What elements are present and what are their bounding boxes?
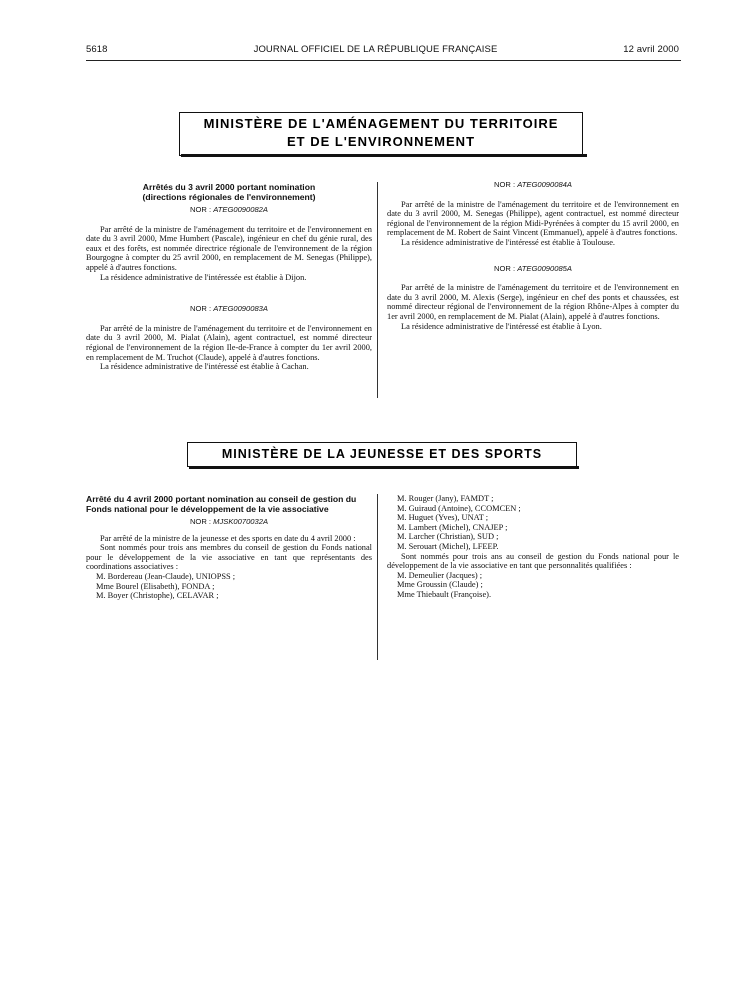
list-item: M. Larcher (Christian), SUD ;: [397, 532, 499, 542]
decree-paragraph: Par arrêté de la ministre de l'aménagement du territoire et de l'environnement en date du 3 avril 2000, M. Alexis (Serge), ingénieur en chef des ponts et chaussées, est nommé directeur régional de l'environnement de la région Rhône-Alpes à compter du 1er avril 2000, en remplacement de M. Pialat (Alain), appelé à d'autres fonctions.: [387, 283, 679, 321]
ministry-heading-environment: [179, 112, 583, 156]
section-title-line1: Arrêtés du 3 avril 2000 portant nomination: [142, 182, 316, 192]
decree-intro: Par arrêté de la ministre de la jeunesse et des sports en date du 4 avril 2000 :: [100, 533, 356, 543]
ministry-heading-line2: ET DE L'ENVIRONNEMENT: [286, 134, 476, 149]
list-item: M. Rouger (Jany), FAMDT ;: [397, 494, 494, 503]
nor-reference: [387, 264, 679, 274]
nor-label: NOR :: [189, 517, 214, 526]
nor-label: NOR :: [494, 180, 518, 189]
list-item: M. Bordereau (Jean-Claude), UNIOPSS ;: [96, 571, 236, 581]
decree-residence: La résidence administrative de l'intéressée est établie à Dijon.: [100, 272, 307, 282]
qualified-intro: Sont nommés pour trois ans au conseil de gestion du Fonds national pour le développement de la vie associative en tant que personnalités qualifiées :: [387, 551, 679, 571]
nor-label: NOR :: [190, 304, 214, 314]
list-item: M. Huguet (Yves), UNAT ;: [397, 513, 489, 523]
list-item: M. Serouart (Michel), LFEEP.: [397, 541, 499, 551]
ministry-heading-line1: MINISTÈRE DE L'AMÉNAGEMENT DU TERRITOIRE: [203, 116, 559, 131]
nor-code: ATEG0090082A: [213, 205, 268, 214]
heading-shadow: [189, 466, 579, 469]
list-item: M. Lambert (Michel), CNAJEP ;: [397, 522, 508, 532]
section-title-line2: (directions régionales de l'environnement): [142, 192, 316, 202]
left-column-section2: [86, 494, 372, 601]
header-rule: [86, 60, 681, 61]
ministry-heading-youth-sports: MINISTÈRE DE LA JEUNESSE ET DES SPORTS: [187, 442, 577, 467]
list-item: Mme Thiebault (Françoise).: [397, 589, 492, 599]
decree-paragraph: Par arrêté de la ministre de l'aménagement du territoire et de l'environnement en date du 3 avril 2000, M. Senegas (Philippe), agent contractuel, est nommé directeur régional de l'environnement de la région Midi-Pyrénées à compter du 15 avril 2000, en remplacement de M. Robert de Saint Vincent (Emmanuel), appelé à d'autres fonctions.: [387, 199, 679, 238]
decree-paragraph: Par arrêté de la ministre de l'aménagement du territoire et de l'environnement en date du 3 avril 2000, M. Pialat (Alain), agent contractuel, est nommé directeur régional de l'environnement de la région Ile-de-France à compter du 1er avril 2000, en remplacement de M. Truchot (Claude), appelé à d'autres fonctions.: [86, 323, 372, 362]
journal-title: JOURNAL OFFICIEL DE LA RÉPUBLIQUE FRANÇAISE: [253, 44, 498, 55]
right-column-section1: [387, 180, 679, 331]
members-list-right: [387, 494, 679, 552]
issue-date: 12 avril 2000: [623, 44, 679, 55]
decree-residence: La résidence administrative de l'intéressé est établie à Cachan.: [100, 362, 309, 372]
nor-reference: [86, 517, 372, 527]
nor-reference: [387, 180, 679, 190]
nor-reference: [86, 304, 372, 314]
list-item: Mme Groussin (Claude) ;: [397, 580, 483, 590]
list-item: M. Demeulier (Jacques) ;: [397, 570, 483, 580]
column-divider: [377, 494, 378, 660]
members-intro: Sont nommés pour trois ans membres du conseil de gestion du Fonds national pour le développement de la vie associative en tant que représentants des coordinations associatives :: [86, 543, 372, 572]
right-column-section2: [387, 494, 679, 600]
nor-code: ATEG0090085A: [517, 263, 572, 273]
members-list-left: [86, 572, 372, 601]
nor-reference: [86, 205, 372, 215]
heading-shadow: [181, 154, 587, 157]
page-number: 5618: [86, 44, 108, 55]
nor-code: ATEG0090083A: [213, 304, 268, 314]
nor-code: MJSK0070032A: [213, 517, 269, 526]
list-item: Mme Bourel (Elisabeth), FONDA ;: [96, 581, 215, 591]
decree-residence: La résidence administrative de l'intéressé est établie à Lyon.: [401, 321, 602, 331]
qualified-list: [387, 571, 679, 600]
decree-residence: La résidence administrative de l'intéressé est établie à Toulouse.: [401, 237, 616, 247]
section-title: [86, 182, 372, 202]
nor-label: NOR :: [190, 205, 214, 214]
list-item: M. Boyer (Christophe), CELAVAR ;: [96, 591, 219, 601]
nor-label: NOR :: [494, 263, 518, 273]
section-title: Arrêté du 4 avril 2000 portant nomination au conseil de gestion du Fonds national pour le développement de la vie associative: [86, 494, 357, 514]
list-item: M. Guiraud (Antoine), CCOMCEN ;: [397, 503, 521, 513]
column-divider: [377, 182, 378, 398]
left-column-section1: [86, 182, 372, 372]
decree-paragraph: Par arrêté de la ministre de l'aménagement du territoire et de l'environnement en date du 3 avril 2000, Mme Humbert (Pascale), ingénieur en chef du génie rural, des eaux et des forêts, est nommée directrice régionale de l'environnement de la région Bourgogne à compter du 25 avril 2000, en remplacement de M. Senegas (Philippe), appelé à d'autres fonctions.: [86, 224, 372, 272]
nor-code: ATEG0090084A: [517, 180, 572, 189]
